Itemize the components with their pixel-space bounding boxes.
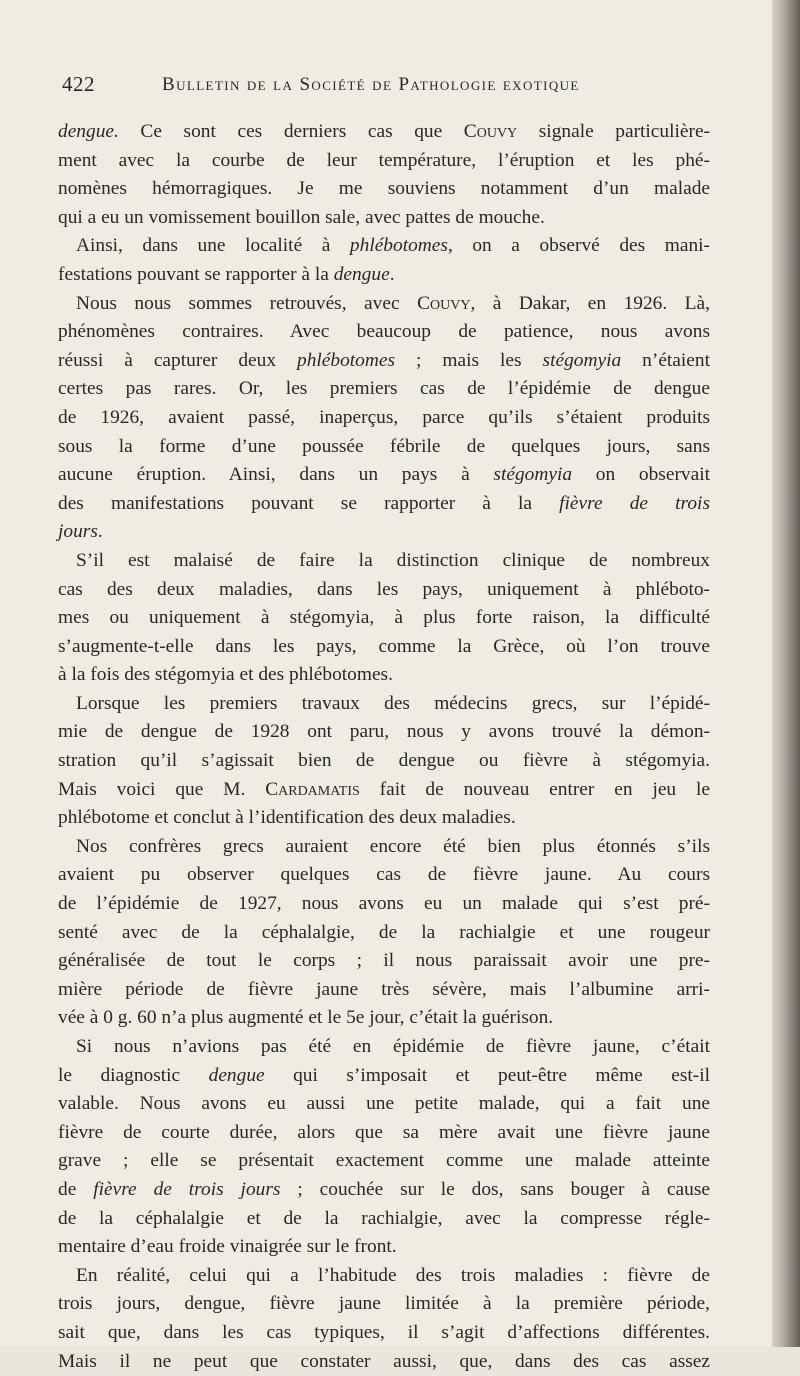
text-segment: signale particulière-: [517, 121, 711, 142]
text-segment: fait de nouveau entrer en jeu le: [359, 778, 711, 800]
text-segment: aucune éruption. Ainsi, dans un pays à: [58, 464, 494, 486]
text-line: [58, 1062, 710, 1091]
paragraph: [58, 118, 710, 232]
paragraph: [58, 690, 710, 833]
text-line: [58, 290, 710, 319]
text-line: [58, 232, 710, 261]
text-line: [58, 661, 710, 690]
text-segment: mentaire d’eau froide vinaigrée sur le front.: [58, 1236, 397, 1258]
text-segment: de l’épidémie de 1927, nous avons eu un malade qui s’est pré-: [58, 893, 710, 915]
text-line: [58, 718, 710, 747]
paragraph: [58, 1262, 710, 1376]
italic-term: stégomyia: [542, 349, 622, 371]
text-segment: vée à 0 g. 60 n’a plus augmenté et le 5e jour, c’était la guérison.: [58, 1007, 554, 1029]
text-line: [58, 890, 710, 919]
text-line: [58, 633, 710, 662]
text-segment: phlébotome et conclut à l’identification des deux maladies.: [58, 807, 516, 829]
text-segment: valable. Nous avons eu aussi une petite malade, qui a fait une: [58, 1093, 710, 1115]
text-segment: sait que, dans les cas typiques, il s’agit d’affections différentes.: [58, 1321, 710, 1343]
text-segment: mes ou uniquement à stégomyia, à plus forte raison, la difficulté: [58, 607, 710, 629]
text-line: [58, 576, 710, 605]
text-line: [58, 261, 710, 290]
body-text: [58, 118, 710, 1376]
text-segment: Ce sont ces derniers cas que: [118, 121, 464, 142]
text-segment: Nous nous sommes retrouvés, avec: [76, 292, 418, 314]
book-binding-edge: [772, 0, 800, 1347]
text-segment: , on a observé des mani-: [447, 235, 710, 257]
text-line: [58, 1033, 710, 1062]
text-line: [58, 204, 710, 233]
text-line: [58, 1090, 710, 1119]
text-line: [58, 1176, 710, 1205]
text-line: [58, 461, 710, 490]
text-line: [58, 375, 710, 404]
italic-term: fièvre de trois: [559, 492, 710, 514]
text-line: [58, 1262, 710, 1291]
text-segment: stration qu’il s’agissait bien de dengue ou fièvre à stégomyia.: [58, 750, 710, 772]
text-segment: le diagnostic: [58, 1064, 209, 1086]
text-line: [58, 947, 710, 976]
text-segment: Mais il ne peut que constater aussi, que, dans des cas assez: [58, 1350, 710, 1372]
text-line: [58, 347, 710, 376]
text-segment: s’augmente-t-elle dans les pays, comme la Grèce, où l’on trouve: [58, 635, 710, 657]
text-segment: avaient pu observer quelques cas de fièvre jaune. Au cours: [58, 864, 710, 886]
italic-term: dengue.: [58, 121, 119, 142]
text-segment: certes pas rares. Or, les premiers cas de l’épidémie de dengue: [58, 378, 710, 400]
text-segment: mie de dengue de 1928 ont paru, nous y avons trouvé la démon-: [58, 721, 710, 743]
text-line: [58, 1147, 710, 1176]
text-line: [58, 404, 710, 433]
text-line: [58, 490, 710, 519]
running-head: Bulletin de la Société de Pathologie exotique: [162, 74, 580, 95]
text-segment: senté avec de la céphalalgie, de la rachialgie et une rougeur: [58, 921, 710, 943]
text-line: [58, 1319, 710, 1348]
text-segment: des manifestations pouvant se rapporter à la: [58, 492, 560, 514]
italic-term: jours: [58, 521, 98, 543]
text-segment: de: [58, 1178, 94, 1200]
text-line: [58, 1233, 710, 1262]
text-segment: .: [389, 263, 395, 285]
text-segment: En réalité, celui qui a l’habitude des trois maladies : fièvre de: [76, 1264, 710, 1286]
italic-term: dengue: [333, 263, 390, 285]
text-line: [58, 1205, 710, 1234]
italic-term: dengue: [208, 1064, 265, 1086]
text-segment: à la fois des stégomyia et des phlébotomes.: [58, 664, 393, 686]
text-line: [58, 547, 710, 576]
text-segment: trois jours, dengue, fièvre jaune limitée à la première période,: [58, 1293, 710, 1315]
author-name: Couvy: [417, 292, 471, 314]
text-segment: de 1926, avaient passé, inaperçus, parce qu’ils s’étaient produits: [58, 406, 710, 428]
text-segment: S’il est malaisé de faire la distinction clinique de nombreux: [76, 549, 710, 571]
text-line: [58, 690, 710, 719]
italic-term: stégomyia: [493, 464, 573, 486]
text-segment: on observait: [572, 464, 710, 486]
text-line: [58, 919, 710, 948]
text-segment: Lorsque les premiers travaux des médecins grecs, sur l’épidé-: [76, 692, 710, 714]
text-segment: festations pouvant se rapporter à la: [58, 263, 334, 285]
text-line: [58, 976, 710, 1005]
text-segment: phénomènes contraires. Avec beaucoup de patience, nous avons: [58, 321, 710, 343]
text-line: [58, 861, 710, 890]
italic-term: fièvre de trois jours: [93, 1178, 281, 1200]
text-segment: grave ; elle se présentait exactement comme une malade atteinte: [58, 1150, 710, 1172]
text-line: [58, 318, 710, 347]
text-line: [58, 776, 710, 805]
paragraph: [58, 232, 710, 289]
text-segment: Ainsi, dans une localité à: [76, 235, 350, 257]
text-segment: Nos confrères grecs auraient encore été bien plus étonnés s’ils: [76, 835, 710, 857]
text-segment: Si nous n’avions pas été en épidémie de fièvre jaune, c’était: [76, 1036, 710, 1057]
text-line: [58, 1348, 710, 1376]
text-line: [58, 147, 710, 176]
text-line: [58, 518, 710, 547]
text-line: [58, 1004, 710, 1033]
text-segment: fièvre de courte durée, alors que sa mère avait une fièvre jaune: [58, 1121, 710, 1143]
author-name: Cardamatis: [265, 778, 360, 800]
paragraph: [58, 290, 710, 547]
text-segment: cas des deux maladies, dans les pays, uniquement à phléboto-: [58, 578, 710, 600]
text-line: [58, 1290, 710, 1319]
text-line: [58, 118, 710, 147]
page-header: [62, 72, 722, 102]
italic-term: phlébotomes: [349, 235, 448, 257]
author-name: Couvy: [463, 121, 518, 142]
text-line: [58, 804, 710, 833]
text-segment: qui a eu un vomissement bouillon sale, avec pattes de mouche.: [58, 206, 545, 228]
text-segment: de la céphalalgie et de la rachialgie, avec la compresse régle-: [58, 1207, 710, 1229]
text-segment: n’étaient: [621, 349, 710, 371]
text-segment: nomènes hémorragiques. Je me souviens notamment d’un malade: [58, 178, 710, 200]
text-line: [58, 604, 710, 633]
italic-term: phlébotomes: [297, 349, 396, 371]
text-segment: ment avec la courbe de leur température, l’éruption et les phé-: [58, 149, 710, 171]
text-line: [58, 175, 710, 204]
text-segment: mière période de fièvre jaune très sévère, mais l’albumine arri-: [58, 978, 710, 1000]
text-line: [58, 747, 710, 776]
text-line: [58, 433, 710, 462]
text-segment: réussi à capturer deux: [58, 349, 298, 371]
page-number: 422: [62, 72, 95, 96]
paragraph: [58, 1033, 710, 1262]
text-line: [58, 1119, 710, 1148]
text-segment: qui s’imposait et peut-être même est-il: [264, 1064, 710, 1086]
text-segment: Mais voici que M.: [58, 778, 266, 800]
text-segment: sous la forme d’une poussée fébrile de quelques jours, sans: [58, 435, 710, 457]
paragraph: [58, 547, 710, 690]
text-segment: ; mais les: [395, 349, 543, 371]
text-segment: généralisée de tout le corps ; il nous paraissait avoir une pre-: [58, 950, 710, 972]
text-line: [58, 833, 710, 862]
paragraph: [58, 833, 710, 1033]
text-segment: ; couchée sur le dos, sans bouger à cause: [280, 1178, 710, 1200]
text-segment: , à Dakar, en 1926. Là,: [470, 292, 710, 314]
text-segment: .: [97, 521, 103, 543]
